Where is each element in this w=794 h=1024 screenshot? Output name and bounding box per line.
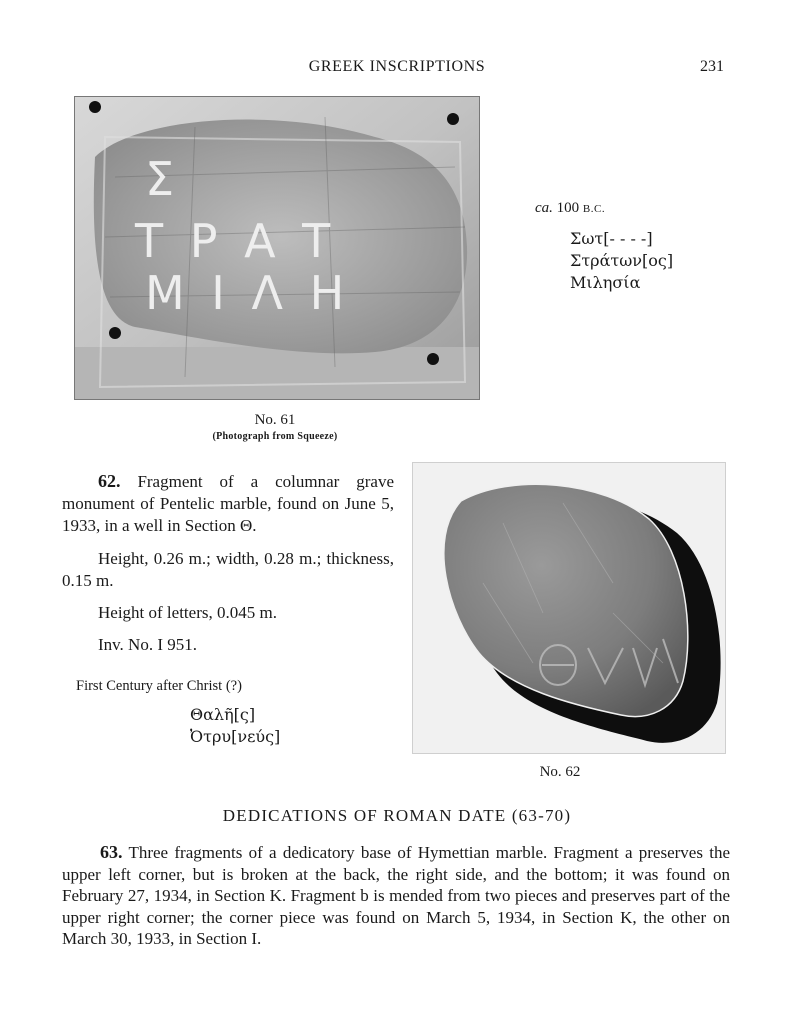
- no61-inscription-text: [570, 228, 673, 294]
- pin-mark: [447, 113, 459, 125]
- photo-no62: [412, 462, 726, 754]
- no62-inscription-text: [190, 704, 280, 748]
- inscription-line: Θαλῆ[ς]: [190, 705, 256, 724]
- pin-mark: [427, 353, 439, 365]
- inscription-line: Στράτων[ος]: [570, 251, 674, 270]
- no63-paragraph: 63. Three fragments of a dedicatory base of Hymettian marble. Fragment a preserves the upper left corner, but is broken at the back, the right side, and the bottom; it was found on February 27, 1934, in Section K. Fragment b is mended from two pieces and preserves part of the upper right corner; the corner piece was found on March 5, 1934, in Section K, the other on March 30, 1933, in Section I.: [62, 842, 730, 948]
- running-title: GREEK INSCRIPTIONS: [308, 58, 486, 75]
- squeeze-image: [75, 97, 479, 399]
- fragment-image: [413, 463, 725, 753]
- no61-subcaption: (Photograph from Squeeze): [212, 431, 338, 442]
- no62-date: First Century after Christ (?): [76, 678, 242, 694]
- squeeze-letter-line-3: Μ Ι Λ Η: [145, 266, 351, 320]
- no61-date: ca. 100 B.C.: [535, 200, 606, 216]
- no62-caption: No. 62: [539, 764, 581, 780]
- squeeze-letter-line-2: Τ Ρ Α Τ: [135, 214, 337, 268]
- no62-letter-height: Height of letters, 0.045 m.: [98, 603, 277, 622]
- inscription-line: Ὀτρυ[νεύς]: [190, 727, 281, 746]
- photo-no61: [74, 96, 480, 400]
- squeeze-letter-line-1: Σ: [145, 152, 175, 206]
- no62-inventory: Inv. No. I 951.: [98, 635, 197, 654]
- pin-mark: [109, 327, 121, 339]
- inscription-line: Σωτ[- - - -]: [570, 229, 653, 248]
- inscription-line: Μιλησία: [570, 273, 641, 292]
- no62-description: 62. Fragment of a columnar grave monument of Pentelic marble, found on June 5, 1933, in a well in Section Θ.: [62, 471, 394, 535]
- no62-dimensions: Height, 0.26 m.; width, 0.28 m.; thickness, 0.15 m.: [62, 549, 394, 590]
- no61-caption: No. 61: [254, 412, 296, 428]
- page-number: 231: [700, 58, 724, 75]
- section-heading: DEDICATIONS OF ROMAN DATE (63-70): [222, 806, 572, 825]
- pin-mark: [89, 101, 101, 113]
